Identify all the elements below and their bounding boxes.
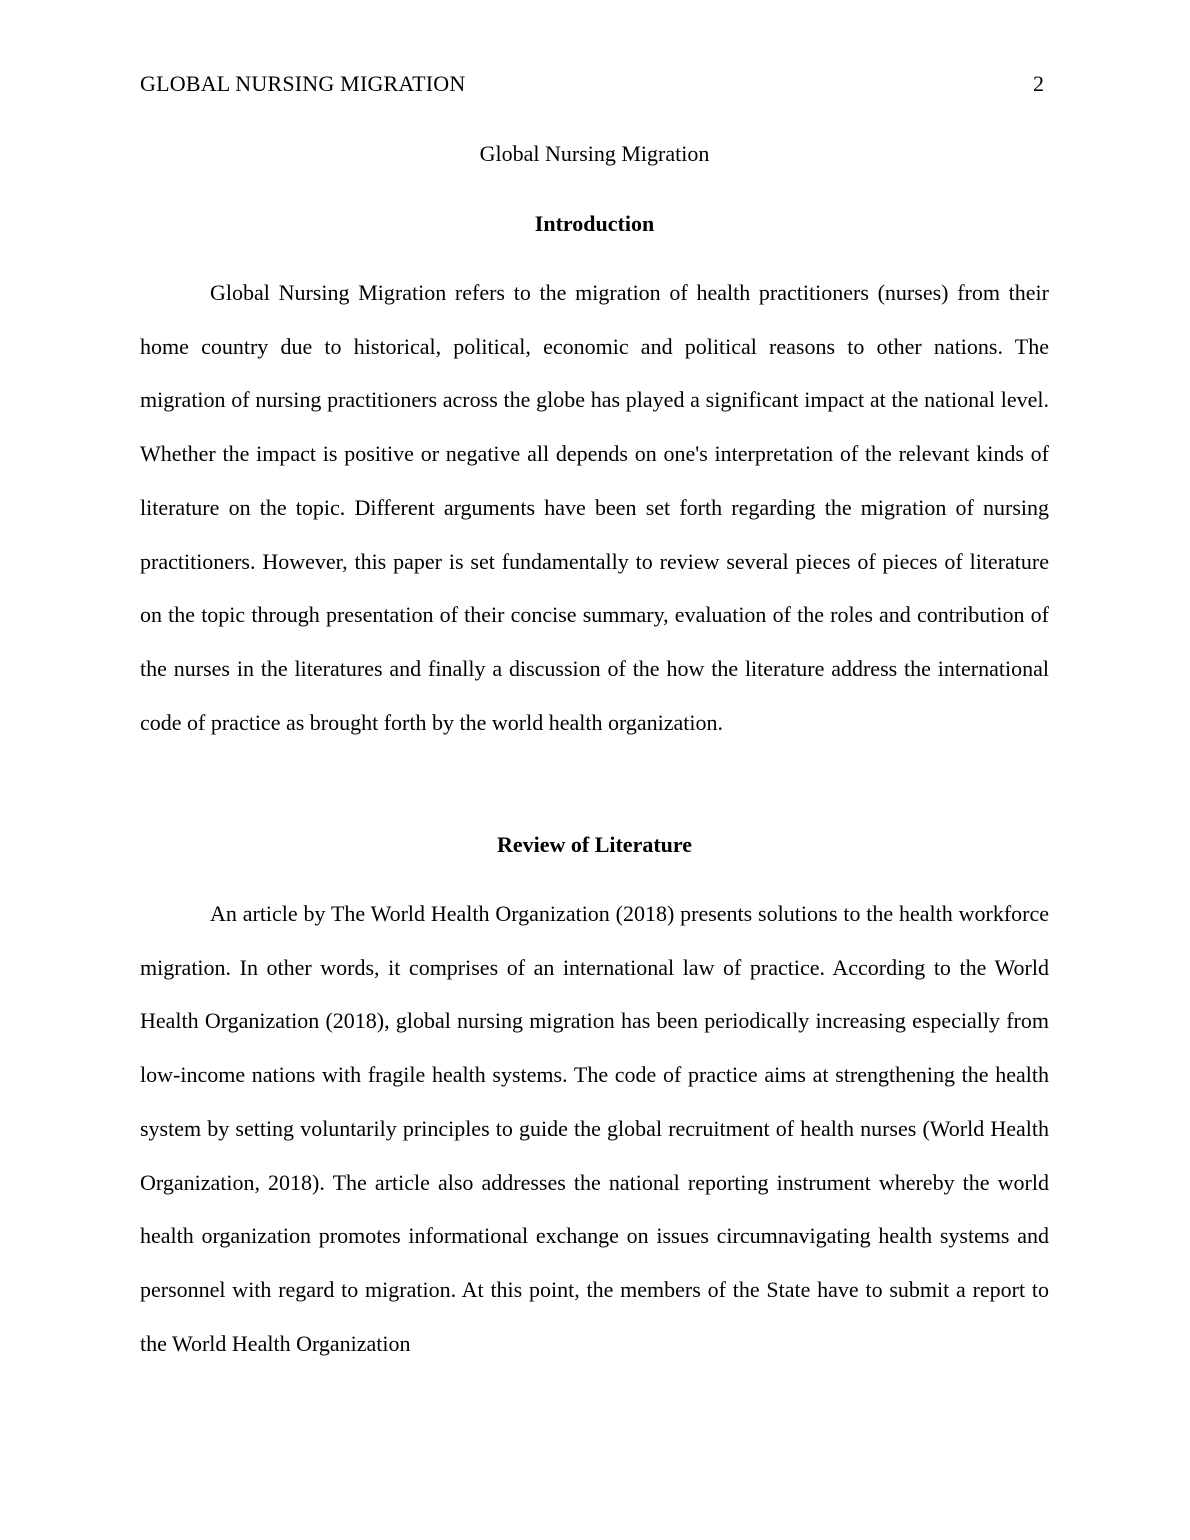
paper-title: Global Nursing Migration (479, 141, 710, 166)
running-head: GLOBAL NURSING MIGRATION (140, 71, 466, 96)
section-heading-review-of-literature: Review of Literature (496, 832, 693, 857)
introduction-paragraph: Global Nursing Migration refers to the migration of health practitioners (nurses) from their home country due to historical, political, economic and political reasons to other nations. The migration of nursing practitioners across the globe has played a significant impact at the national level. Whether the impact is positive or negative all depends on one's interpretation of the relevant kinds of literature on the topic. Different arguments have been set forth regarding the migration of nursing practitioners. However, this paper is set fundamentally to review several pieces of pieces of literature on the topic through presentation of their concise summary, evaluation of the roles and contribution of the nurses in the literatures and finally a discussion of the how the literature address the international code of practice as brought forth by the world health organization. (140, 280, 1049, 735)
review-paragraph: An article by The World Health Organization (2018) presents solutions to the health workforce migration. In other words, it comprises of an international law of practice. According to the World Health Organization (2018), global nursing migration has been periodically increasing especially from low-income nations with fragile health systems. The code of practice aims at strengthening the health system by setting voluntarily principles to guide the global recruitment of health nurses (World Health Organization, 2018). The article also addresses the national reporting instrument whereby the world health organization promotes informational exchange on issues circumnavigating health systems and personnel with regard to migration. At this point, the members of the State have to submit a report to the World Health Organization (140, 901, 1049, 1356)
page-number: 2 (1033, 71, 1044, 96)
section-heading-introduction: Introduction (534, 211, 655, 236)
